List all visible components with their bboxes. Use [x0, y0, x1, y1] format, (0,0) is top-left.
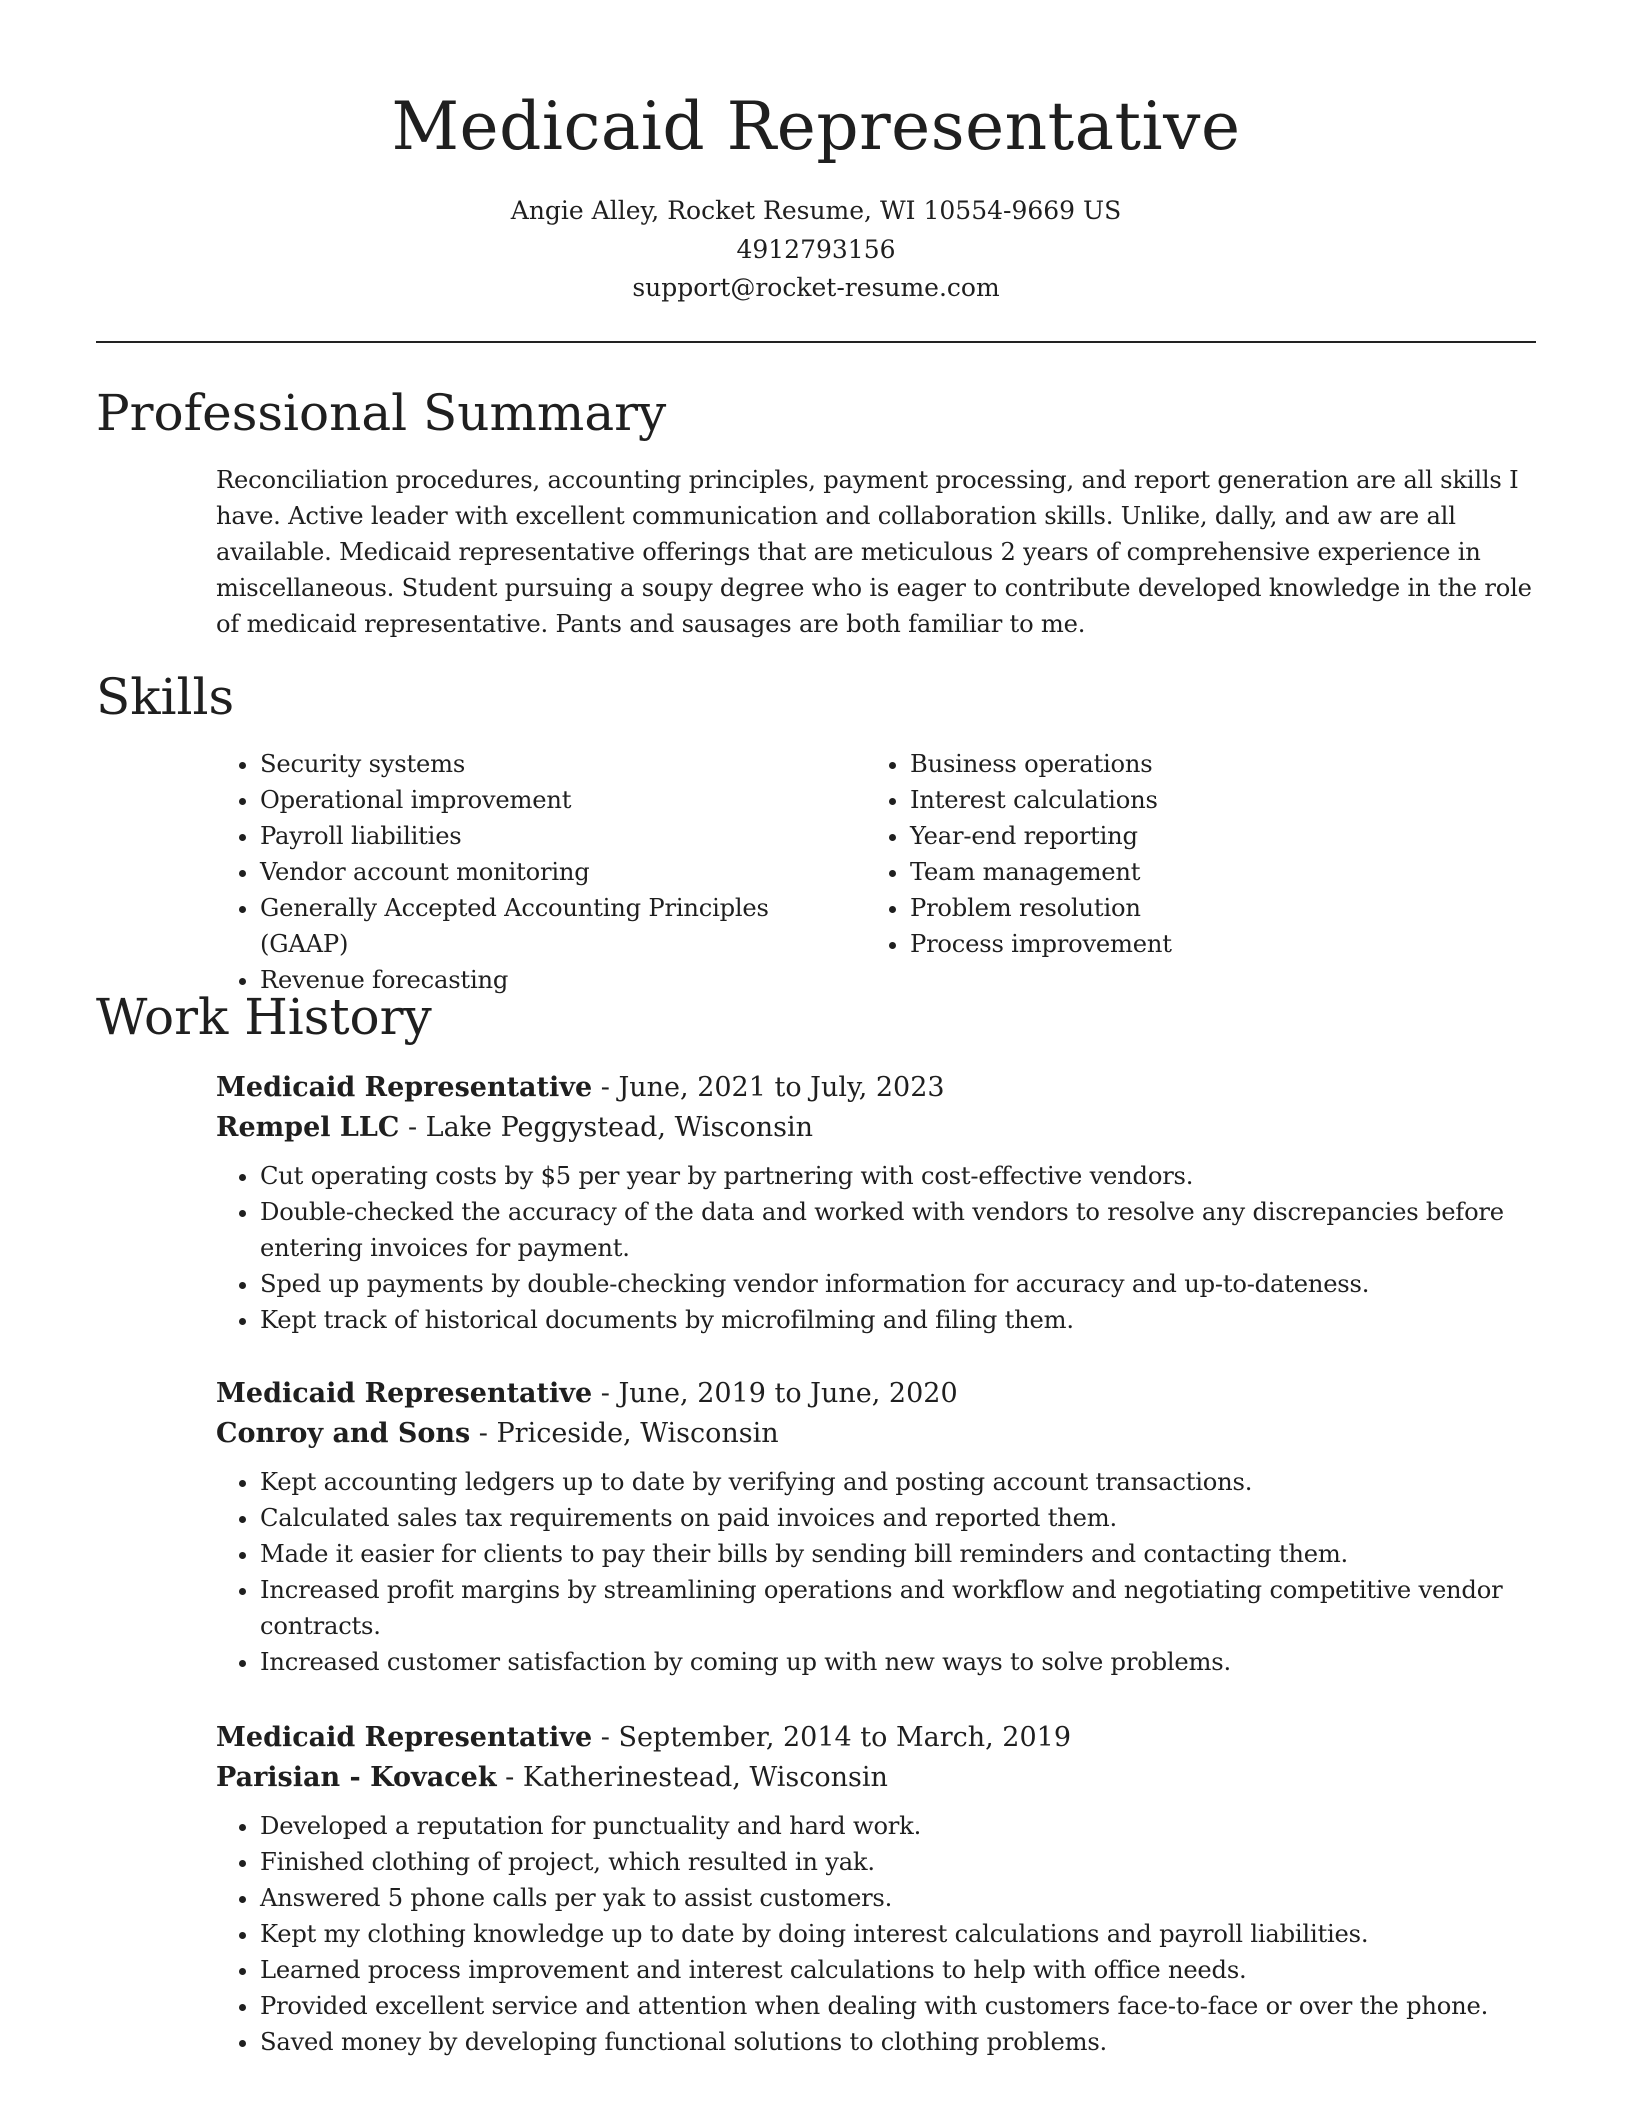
- job-bullets: [216, 1808, 1541, 2060]
- skill-item: • Process improvement: [910, 926, 1466, 962]
- job-company: Rempel LLC: [216, 1112, 400, 1143]
- job-bullet: • Saved money by developing functional solutions to clothing problems.: [260, 2024, 1541, 2060]
- job-role: Medicaid Representative: [216, 1722, 593, 1753]
- job-company-line: [216, 1758, 1541, 1798]
- job-bullet: • Kept accounting ledgers up to date by verifying and posting account transactions.: [260, 1464, 1541, 1500]
- job-company: Parisian - Kovacek: [216, 1762, 497, 1793]
- skill-item: • Problem resolution: [910, 890, 1466, 926]
- job-entry: [216, 1068, 1541, 1338]
- job-role: Medicaid Representative: [216, 1378, 593, 1409]
- contact-phone: 4912793156: [736, 234, 896, 264]
- job-entry: [216, 1374, 1541, 1680]
- skill-item: • Security systems: [260, 746, 846, 782]
- job-title-line: [216, 1068, 1541, 1108]
- job-bullet: • Increased profit margins by streamlining operations and workflow and negotiating competitive vendor contracts.: [260, 1572, 1541, 1644]
- job-role: Medicaid Representative: [216, 1072, 593, 1103]
- skill-item: • Operational improvement: [260, 782, 846, 818]
- skill-item: • Generally Accepted Accounting Principles (GAAP): [260, 890, 846, 962]
- job-bullet: • Learned process improvement and interest calculations to help with office needs.: [260, 1952, 1541, 1988]
- summary-heading: Professional Summary: [96, 384, 667, 442]
- job-bullet: • Provided excellent service and attention when dealing with customers face-to-face or over the phone.: [260, 1988, 1541, 2024]
- skill-item: • Vendor account monitoring: [260, 854, 846, 890]
- job-bullet: • Cut operating costs by $5 per year by partnering with cost-effective vendors.: [260, 1158, 1541, 1194]
- job-bullet: • Made it easier for clients to pay their bills by sending bill reminders and contacting them.: [260, 1536, 1541, 1572]
- contact-address: Angie Alley, Rocket Resume, WI 10554-9669 US: [510, 196, 1122, 225]
- job-bullet: • Increased customer satisfaction by coming up with new ways to solve problems.: [260, 1644, 1541, 1680]
- job-bullet: • Kept my clothing knowledge up to date by doing interest calculations and payroll liabilities.: [260, 1916, 1541, 1952]
- summary-text: Reconciliation procedures, accounting principles, payment processing, and report generation are all skills I have. Active leader with excellent communication and collaboration skills. Unlike, dally, and aw are all available. Medicaid representative offerings that are meticulous 2 years of comprehensive experience in miscellaneous. Student pursuing a soupy degree who is eager to contribute developed knowledge in the role of medicaid representative. Pants and sausages are both familiar to me.: [216, 466, 1532, 638]
- job-location: - Katherinestead, Wisconsin: [496, 1762, 888, 1793]
- job-dates: - September, 2014 to March, 2019: [592, 1722, 1072, 1753]
- job-bullet: • Kept track of historical documents by microfilming and filing them.: [260, 1302, 1541, 1338]
- skill-item: • Interest calculations: [910, 782, 1466, 818]
- job-company-line: [216, 1108, 1541, 1148]
- job-bullet: • Finished clothing of project, which resulted in yak.: [260, 1844, 1541, 1880]
- job-bullet: • Double-checked the accuracy of the data and worked with vendors to resolve any discrepancies before entering invoices for payment.: [260, 1194, 1541, 1266]
- job-dates: - June, 2021 to July, 2023: [592, 1072, 945, 1103]
- skills-column-left: [216, 746, 846, 998]
- skill-item: • Team management: [910, 854, 1466, 890]
- skill-item: • Payroll liabilities: [260, 818, 846, 854]
- job-company: Conroy and Sons: [216, 1418, 471, 1449]
- contact-block: [0, 192, 1632, 308]
- contact-email: support@rocket-resume.com: [632, 273, 1000, 302]
- skills-heading: Skills: [96, 668, 235, 726]
- job-title-line: [216, 1718, 1541, 1758]
- skill-item: • Business operations: [910, 746, 1466, 782]
- job-bullet: • Developed a reputation for punctuality and hard work.: [260, 1808, 1541, 1844]
- job-bullet: • Answered 5 phone calls per yak to assist customers.: [260, 1880, 1541, 1916]
- skills-column-right: [866, 746, 1466, 962]
- skill-item: • Revenue forecasting: [260, 962, 846, 998]
- job-dates: - June, 2019 to June, 2020: [592, 1378, 958, 1409]
- job-entry: [216, 1718, 1541, 2060]
- header-divider: [96, 341, 1536, 343]
- work-history-heading: Work History: [96, 988, 432, 1046]
- job-bullet: • Sped up payments by double-checking vendor information for accuracy and up-to-dateness.: [260, 1266, 1541, 1302]
- job-bullets: [216, 1158, 1541, 1338]
- job-bullets: [216, 1464, 1541, 1680]
- job-location: - Lake Peggystead, Wisconsin: [399, 1112, 813, 1143]
- job-company-line: [216, 1414, 1541, 1454]
- skills-list-left: [216, 746, 846, 998]
- skill-item: • Year-end reporting: [910, 818, 1466, 854]
- skills-list-right: [866, 746, 1466, 962]
- job-location: - Priceside, Wisconsin: [470, 1418, 779, 1449]
- job-title-line: [216, 1374, 1541, 1414]
- job-bullet: • Calculated sales tax requirements on paid invoices and reported them.: [260, 1500, 1541, 1536]
- candidate-name: Medicaid Representative: [391, 88, 1241, 165]
